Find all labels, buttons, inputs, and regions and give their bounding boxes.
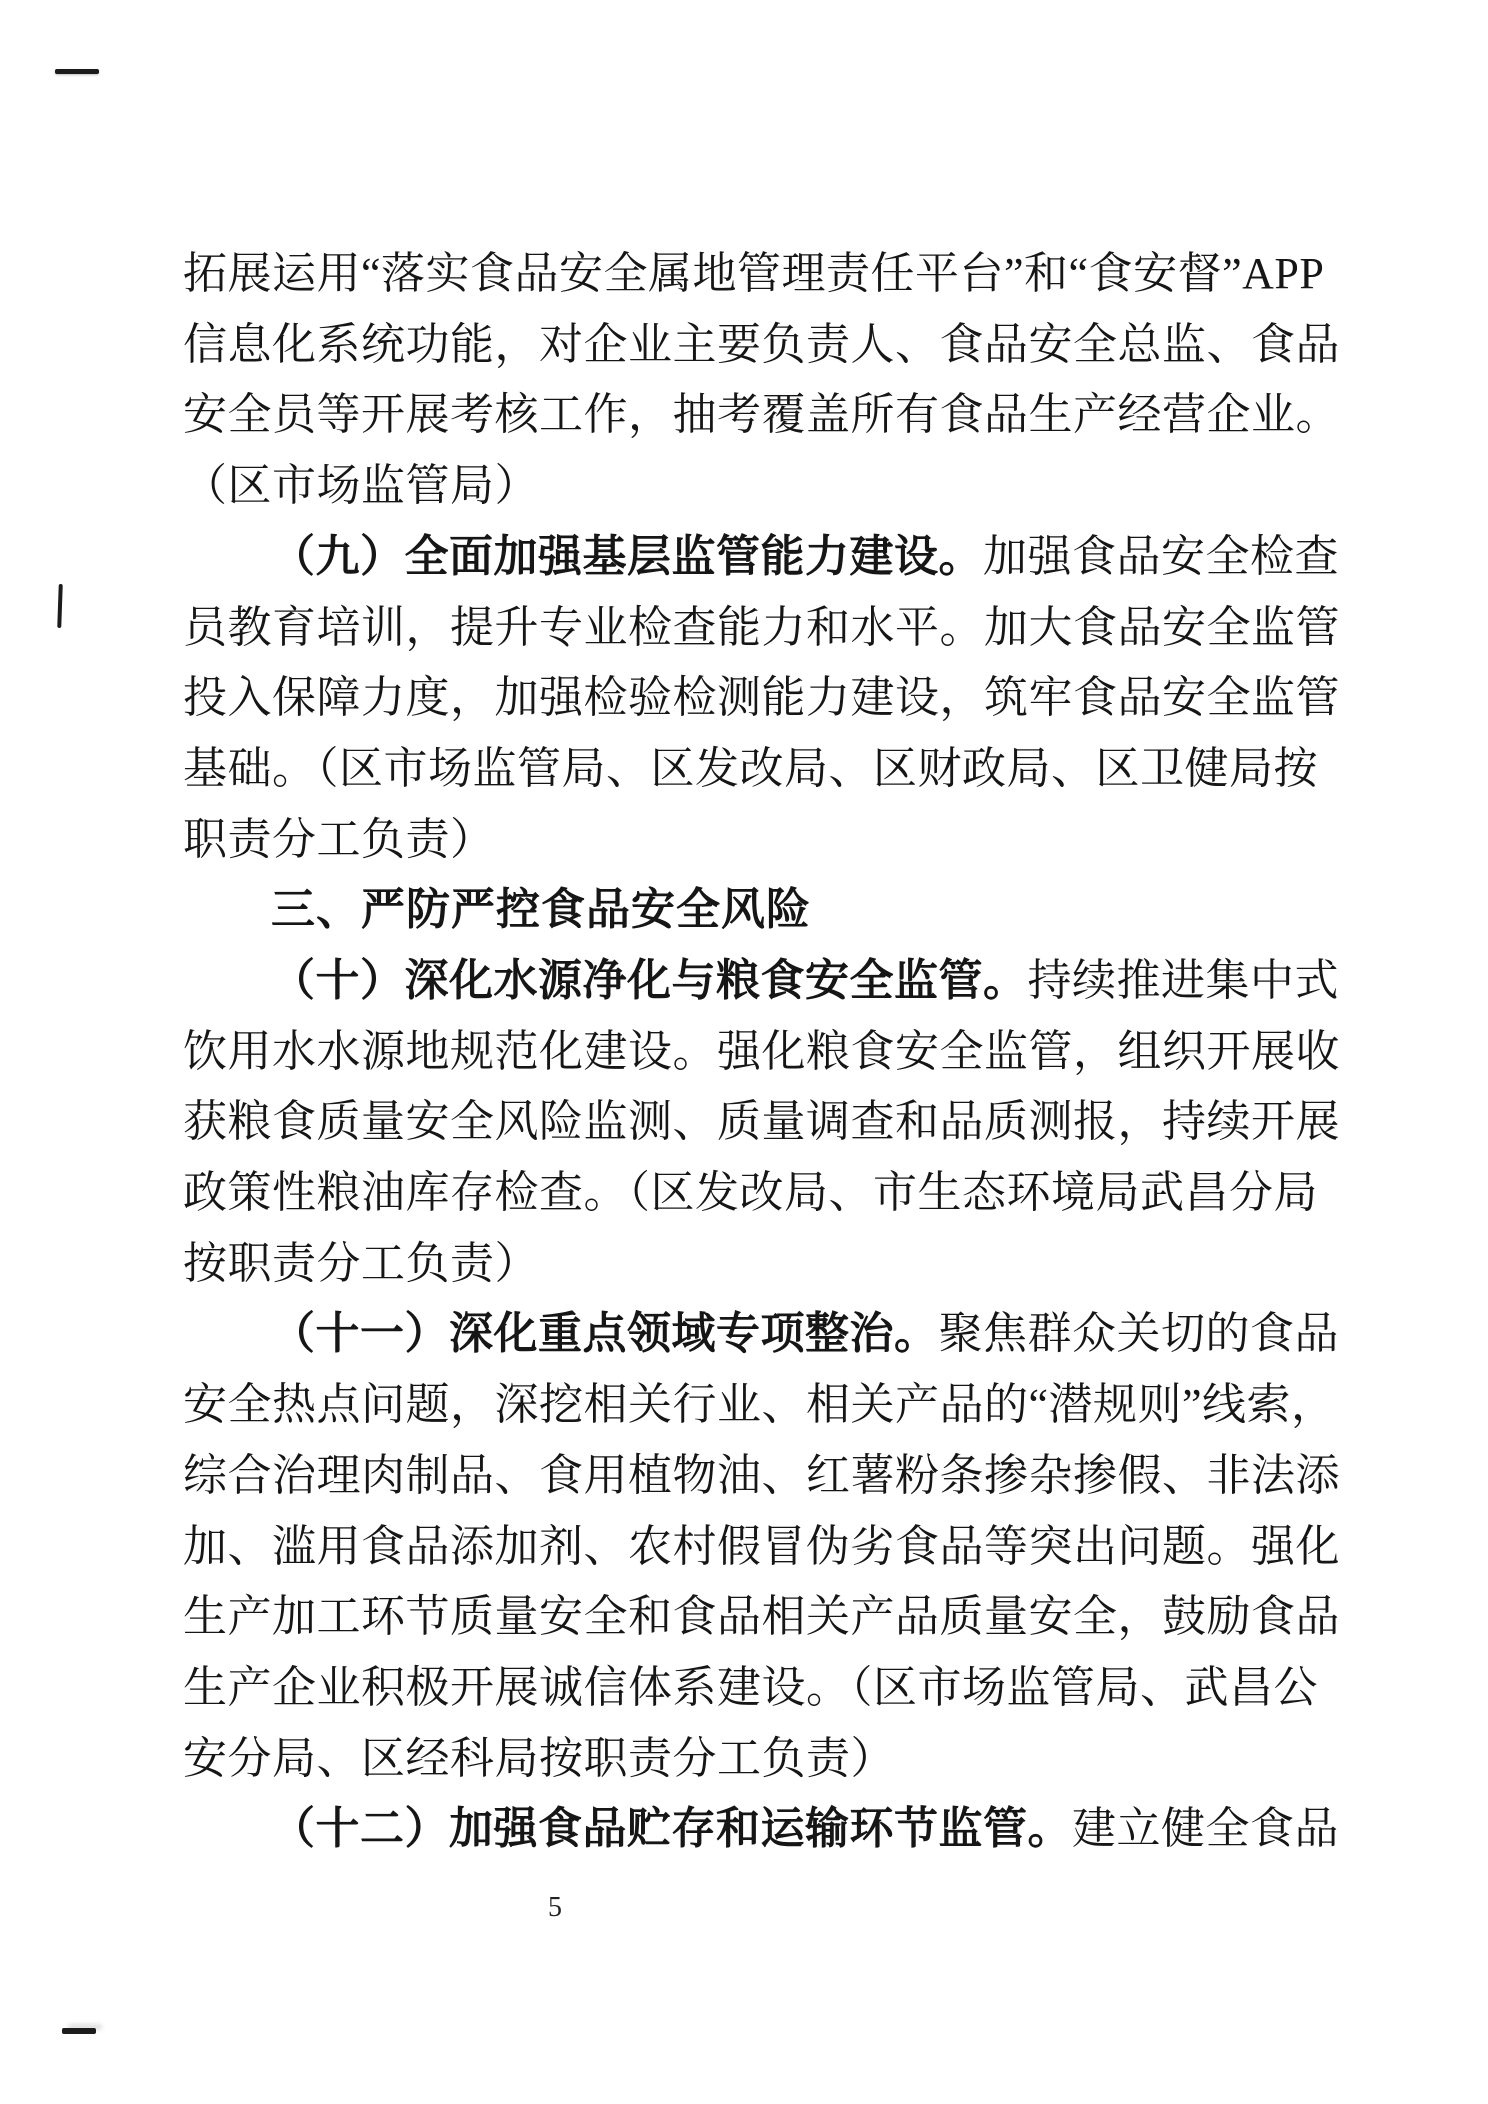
text-line-segment: 加强食品安全检查 <box>983 532 1339 581</box>
text-line-segment: 政策性粮油库存检查。（区发改局、市生态环境局武昌分局 <box>183 1168 1318 1217</box>
text-line <box>183 1450 1340 1502</box>
text-line-segment: 投入保障力度，加强检验检测能力建设，筑牢食品安全监管 <box>183 673 1340 722</box>
text-line-segment: 员教育培训，提升专业检查能力和水平。加大食品安全监管 <box>183 603 1340 652</box>
text-line-bold-segment: （九）全面加强基层监管能力建设。 <box>271 532 983 581</box>
text-line-segment: 信息化系统功能，对企业主要负责人、食品安全总监、食品 <box>183 320 1340 369</box>
text-line-segment: 基础。（区市场监管局、区发改局、区财政局、区卫健局按 <box>183 744 1318 793</box>
text-line-segment: 加、滥用食品添加剂、农村假冒伪劣食品等突出问题。强化 <box>183 1522 1340 1571</box>
text-line <box>183 602 1340 654</box>
text-line <box>183 1308 1356 1360</box>
text-line-segment: 按职责分工负责） <box>183 1239 539 1288</box>
text-line <box>183 389 1340 441</box>
text-line-bold-segment: （十二）加强食品贮存和运输环节监管。 <box>271 1804 1072 1853</box>
scan-artifact-left-tick <box>57 584 63 628</box>
text-line <box>183 1803 1356 1855</box>
text-line-segment: 聚焦群众关切的食品 <box>938 1309 1339 1358</box>
text-line <box>183 814 1268 866</box>
scan-artifact-bottom-dash <box>62 2028 96 2034</box>
text-line-segment: （区市场监管局） <box>183 461 539 510</box>
text-line-bold-segment: （十）深化水源净化与粮食安全监管。 <box>271 956 1028 1005</box>
text-line-segment: 持续推进集中式 <box>1027 956 1339 1005</box>
text-line <box>183 672 1340 724</box>
text-line-segment: 拓展运用“落实食品安全属地管理责任平台”和“食安督”APP <box>183 249 1325 298</box>
text-line-segment: 安分局、区经科局按职责分工负责） <box>183 1734 895 1783</box>
text-line <box>183 743 1318 795</box>
text-line <box>183 1733 1268 1785</box>
page-number: 5 <box>548 1892 562 1923</box>
text-line <box>183 1591 1340 1643</box>
text-line-segment: 安全员等开展考核工作，抽考覆盖所有食品生产经营企业。 <box>183 390 1340 439</box>
text-line-segment: 生产企业积极开展诚信体系建设。（区市场监管局、武昌公 <box>183 1663 1318 1712</box>
text-line-segment: 获粮食质量安全风险监测、质量调查和品质测报，持续开展 <box>183 1097 1340 1146</box>
text-line-segment: 生产加工环节质量安全和食品相关产品质量安全，鼓励食品 <box>183 1592 1340 1641</box>
text-line-segment: 饮用水水源地规范化建设。强化粮食安全监管，组织开展收 <box>183 1027 1340 1076</box>
text-line-segment: 综合治理肉制品、食用植物油、红薯粉条掺杂掺假、非法添 <box>183 1451 1340 1500</box>
section-heading-text: 三、严防严控食品安全风险 <box>271 885 811 934</box>
text-line-segment: 建立健全食品 <box>1072 1804 1339 1853</box>
section-heading <box>183 884 1356 936</box>
text-line <box>183 1521 1340 1573</box>
text-line <box>183 531 1356 583</box>
text-line-segment: 安全热点问题，深挖相关行业、相关产品的“潜规则”线索， <box>183 1380 1336 1429</box>
scan-artifact-top-dash <box>55 69 99 74</box>
text-line <box>183 248 1325 300</box>
text-line-segment: 职责分工负责） <box>183 815 495 864</box>
text-line <box>183 1379 1336 1431</box>
text-line <box>183 1167 1318 1219</box>
text-line <box>183 1238 1268 1290</box>
text-line <box>183 460 1268 512</box>
text-line <box>183 955 1356 1007</box>
text-line-bold-segment: （十一）深化重点领域专项整治。 <box>271 1309 939 1358</box>
text-line <box>183 1096 1340 1148</box>
text-line <box>183 1662 1318 1714</box>
text-line <box>183 319 1340 371</box>
text-line <box>183 1026 1340 1078</box>
